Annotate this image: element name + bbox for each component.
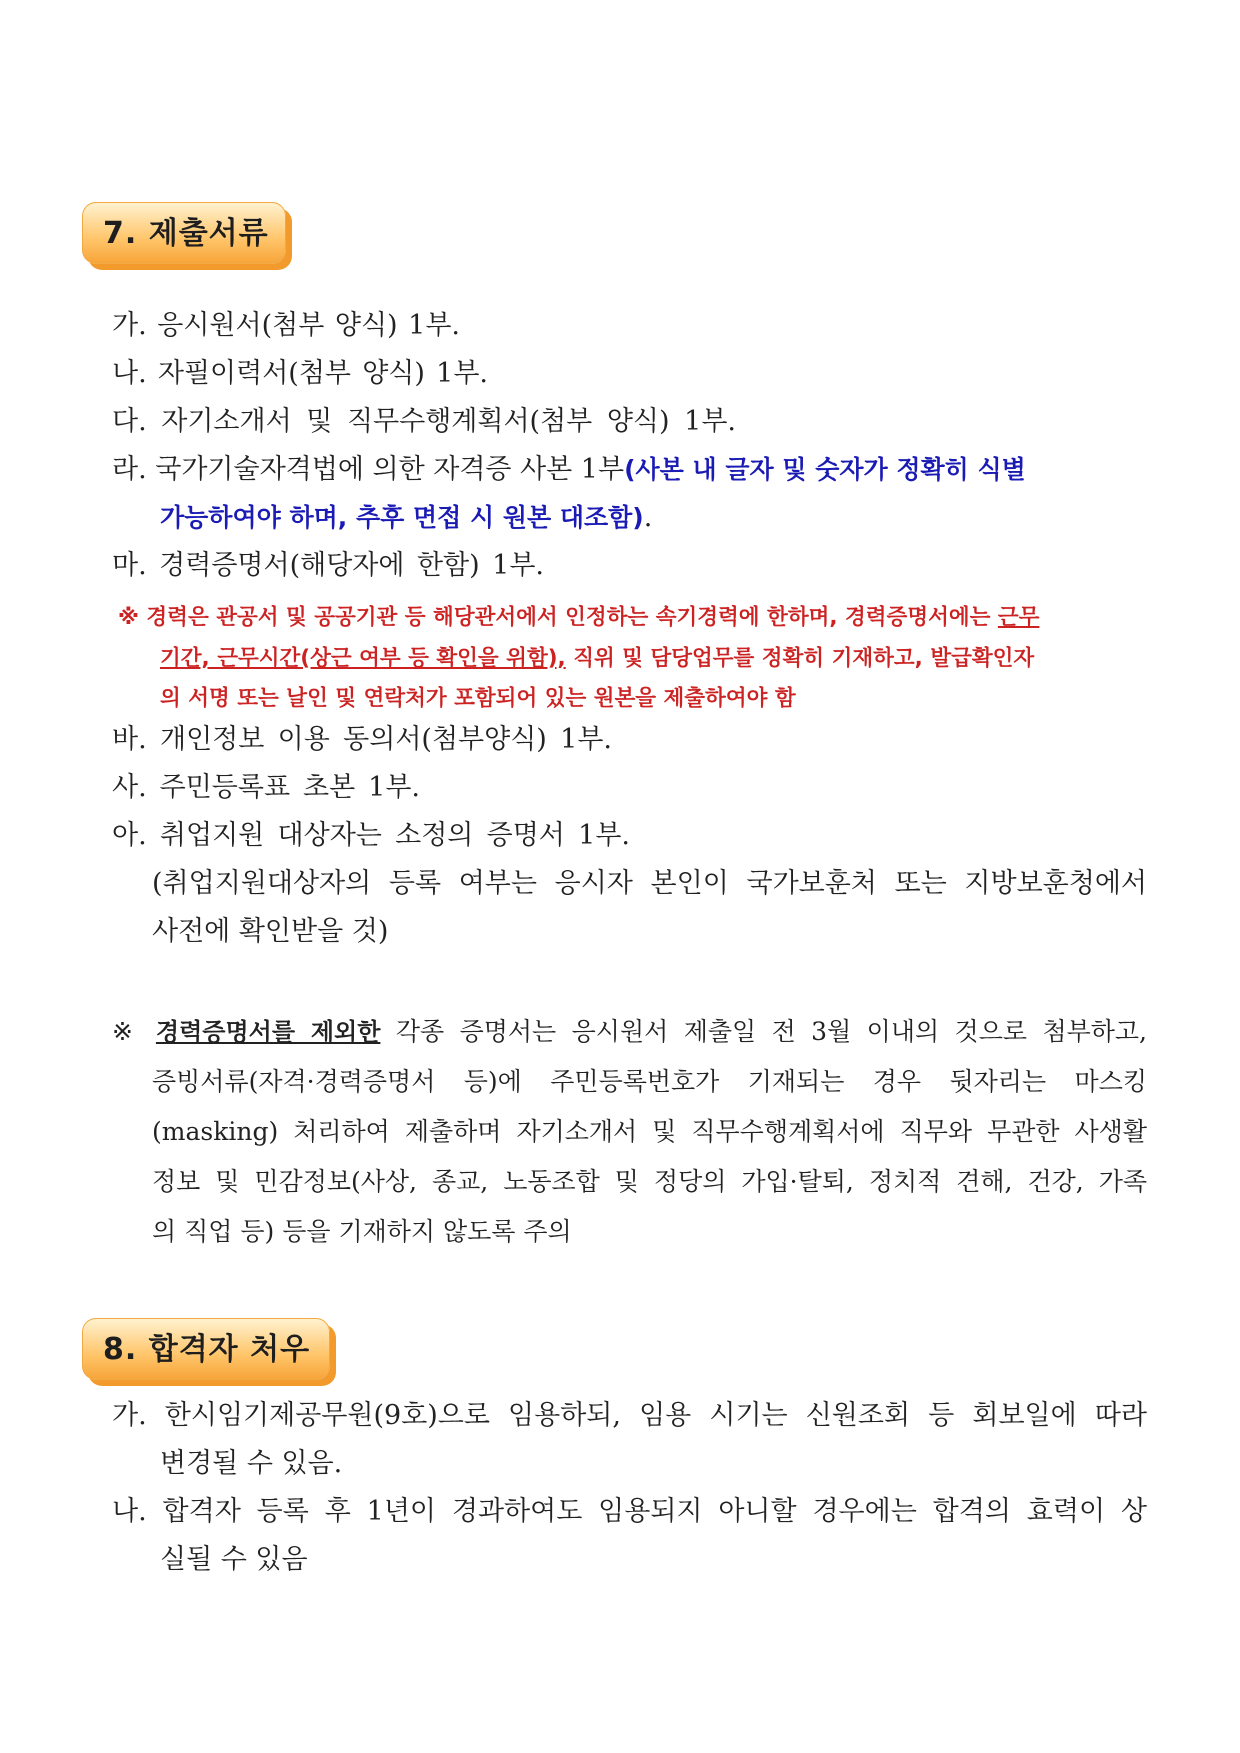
red-note-underline-1: 근무 (997, 605, 1040, 630)
item-ra-line-2 (160, 502, 652, 534)
item-ba: 바. 개인정보 이용 동의서(첨부양식) 1부. (112, 724, 612, 755)
item-da: 다. 자기소개서 및 직무수행계획서(첨부 양식) 1부. (112, 406, 736, 437)
section-7-title: 7. 제출서류 (103, 216, 269, 251)
general-note-line-4: 정보 및 민감정보(사상, 종교, 노동조합 및 정당의 가입·탈퇴, 정치적 견해, 건강, 가족 (152, 1167, 1147, 1196)
item-ma: 마. 경력증명서(해당자에 한함) 1부. (112, 550, 544, 581)
item-ra-end: . (643, 502, 653, 533)
section-8-title: 8. 합격자 처우 (103, 1332, 311, 1367)
section-7-header (82, 202, 286, 264)
sub-note-line-1: (취업지원대상자의 등록 여부는 응시자 본인이 국가보훈처 또는 지방보훈청에서 (152, 868, 1147, 899)
general-note-bold: 경력증명서를 제외한 (155, 1018, 381, 1046)
item-ra-prefix: 라. 국가기술자격법에 의한 자격증 사본 1부 (112, 454, 625, 485)
item-ra-blue-note-2: 가능하여야 하며, 추후 면접 시 원본 대조함) (160, 503, 644, 532)
section-8-item-ga-line-2: 변경될 수 있음. (160, 1448, 343, 1479)
general-note-mark: ※ (112, 1017, 141, 1046)
general-note-line-3: (masking) 처리하여 제출하며 자기소개서 및 직무수행계획서에 직무와 무관한 사생활 (152, 1117, 1147, 1146)
reference-mark: ※ (118, 605, 139, 630)
item-ra-line-1 (112, 454, 1026, 486)
item-ra-blue-note-1: (사본 내 글자 및 숫자가 정확히 식별 (624, 455, 1026, 484)
red-note-line-1 (118, 600, 1039, 631)
item-sa: 사. 주민등록표 초본 1부. (112, 772, 420, 803)
section-8-item-na-line-2: 실될 수 있음 (160, 1544, 308, 1575)
item-ga: 가. 응시원서(첨부 양식) 1부. (112, 310, 460, 341)
general-note-line-2: 증빙서류(자격·경력증명서 등)에 주민등록번호가 기재되는 경우 뒷자리는 마스킹 (152, 1067, 1147, 1096)
item-na: 나. 자필이력서(첨부 양식) 1부. (112, 358, 488, 389)
red-note-line-2 (160, 641, 1034, 672)
red-note-text-3: 의 서명 또는 날인 및 연락처가 포함되어 있는 원본을 제출하여야 함 (160, 686, 796, 711)
item-a: 아. 취업지원 대상자는 소정의 증명서 1부. (112, 820, 630, 851)
general-note-text-1: 각종 증명서는 응시원서 제출일 전 3월 이내의 것으로 첨부하고, (380, 1017, 1148, 1046)
section-8-header (82, 1318, 330, 1380)
red-note-text-1: 경력은 관공서 및 공공기관 등 해당관서에서 인정하는 속기경력에 한하며, 경력증명서에는 (146, 605, 998, 630)
sub-note-line-2: 사전에 확인받을 것) (152, 916, 389, 947)
red-note-underline-2: 기간, 근무시간(상근 여부 등 확인을 위함), (160, 646, 566, 671)
section-8-item-ga-line-1: 가. 한시임기제공무원(9호)으로 임용하되, 임용 시기는 신원조회 등 회보일에 따라 (112, 1400, 1147, 1431)
red-note-line-3 (160, 681, 796, 712)
general-note-line-5: 의 직업 등) 등을 기재하지 않도록 주의 (152, 1217, 572, 1246)
red-note-text-2: 직위 및 담당업무를 정확히 기재하고, 발급확인자 (565, 646, 1035, 671)
general-note-line-1 (112, 1012, 1147, 1048)
section-8-item-na-line-1: 나. 합격자 등록 후 1년이 경과하여도 임용되지 아니할 경우에는 합격의 효력이 상 (112, 1496, 1147, 1527)
